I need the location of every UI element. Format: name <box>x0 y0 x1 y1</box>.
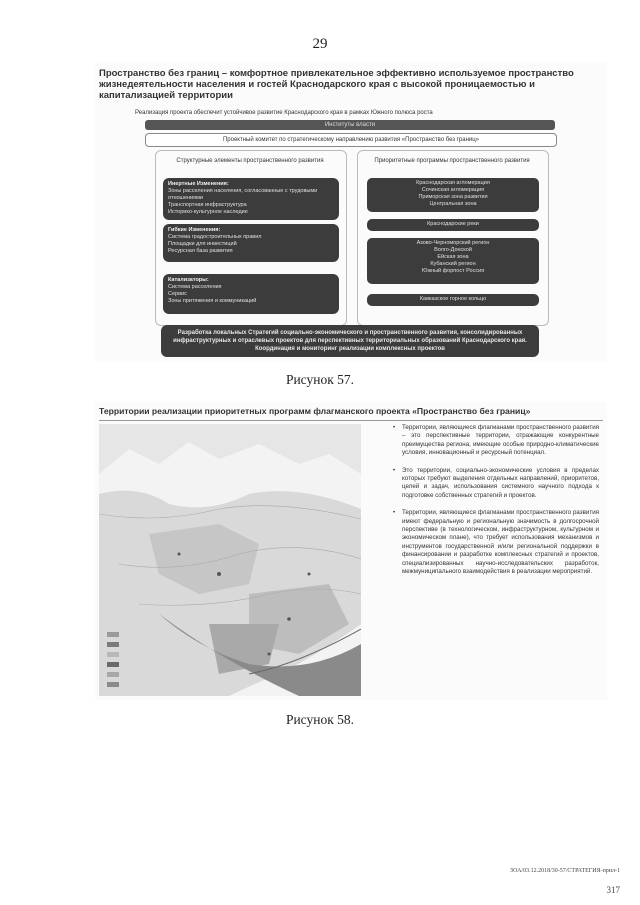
page-number: 29 <box>312 36 328 52</box>
catalysts-title: Катализаторы: <box>168 277 209 283</box>
institutions-bar: Институты власти <box>145 120 555 130</box>
right-column-heading: Приоритетные программы пространственного развития <box>374 158 530 164</box>
bullet-marker: • <box>393 424 396 431</box>
footer-page-number: 317 <box>606 885 620 895</box>
catalysts-box <box>163 274 339 314</box>
inert-changes-title: Инертные Изменения: <box>168 181 229 187</box>
bullet-text: Это территории, социально-экономические условия в пределах которых требуют выделения отдельных направлений, приоритетов, целей и задач, использования системного научного подхода к подготовке собственных стратегий и проектов. <box>402 466 599 499</box>
map-legend <box>107 632 167 692</box>
bullet-marker: • <box>393 466 396 474</box>
legend-swatch <box>107 642 119 647</box>
figure-58-caption: Рисунок 58. <box>285 712 355 727</box>
legend-swatch <box>107 682 119 687</box>
legend-item <box>107 682 167 687</box>
flexible-changes-item: Ресурсная база развития <box>168 248 233 254</box>
legend-swatch <box>107 632 119 637</box>
legend-item <box>107 662 167 667</box>
program-caucasus-ring: Кавказское горное кольцо <box>367 294 539 306</box>
left-column-heading: Структурные элементы пространственного развития <box>176 158 324 164</box>
flexible-changes-box <box>163 224 339 262</box>
figure-57-subtitle: Реализация проекта обеспечит устойчивое развитие Краснодарского края в рамках Южного полюса роста <box>135 110 433 116</box>
project-committee-box: Проектный комитет по стратегическому направлению развития «Пространство без границ» <box>145 133 557 147</box>
figure-57-caption: Рисунок 57. <box>285 372 355 387</box>
krasnodar-region-map <box>99 424 361 696</box>
legend-swatch <box>107 652 119 657</box>
legend-item <box>107 642 167 647</box>
flexible-changes-item: Система градостроительных правил <box>168 234 262 240</box>
bullet-text: Территории, являющиеся флагманами пространственного развития имеют федеральную и региональную значимость в долгосрочной перспективе (в технологическом, инфраструктурном, культурном и экономическом плане), что требует использования механизмов и инструментов государственной и/или региональной поддержки в финансировании и разработке комплексных стратегий и проектов, специализированных научно-исследовательских разработок, межмуниципального взаимодействия в реализации мероприятий. <box>402 509 599 576</box>
bullet-marker: • <box>393 509 396 517</box>
catalysts-item: Сервис <box>168 291 187 297</box>
legend-item <box>107 652 167 657</box>
figure-58-title: Территории реализации приоритетных программ флагманского проекта «Пространство без границ» <box>99 406 531 416</box>
legend-item <box>107 672 167 677</box>
catalysts-item: Зоны притяжения и коммуникаций <box>168 298 257 304</box>
bullet-text: Территории, являющиеся флагманами пространственного развития – это перспективные территории, отражающие конкурентные преимущества региона, имеющие особые природно-климатические условия, инновационный и ресурсный потенциал. <box>402 424 599 457</box>
figure-57-diagram <box>95 62 607 362</box>
flexible-changes-item: Площадки для инвестиций <box>168 241 237 247</box>
bullet-paragraph <box>393 509 599 576</box>
title-divider <box>99 420 603 421</box>
local-strategies-bar: Разработка локальных Стратегий социально-экономического и пространственного развития, консолидированных инфраструктурных и отраслевых проектов для перспективных территориальных образований Краснодарского края. Координация и мониторинг реализации комплексных проектов <box>161 325 539 357</box>
bullet-list <box>393 424 599 586</box>
program-azov-black-sea: Азово-Черноморский регион Волго-Донской Ейская зона Кубанский регион Южный форпост Россия <box>367 238 539 284</box>
program-krasnodar-rivers: Краснодарские реки <box>367 219 539 231</box>
flexible-changes-title: Гибкие Изменения: <box>168 227 221 233</box>
inert-changes-item: Зоны расселения населения, согласованные с трудовыми отношениями <box>168 188 318 201</box>
figure-58-map-panel <box>95 402 607 700</box>
document-code: ЗОА/03.12.2018/30-57/СТРАТЕГИЯ-прил-1 <box>510 868 620 874</box>
legend-swatch <box>107 672 119 677</box>
bullet-paragraph <box>393 424 599 458</box>
bullet-paragraph <box>393 467 599 501</box>
catalysts-item: Система расселения <box>168 284 222 290</box>
legend-swatch <box>107 662 119 667</box>
inert-changes-box <box>163 178 339 220</box>
inert-changes-item: Историко-культурное наследие <box>168 209 248 215</box>
legend-item <box>107 632 167 637</box>
figure-57-title: Пространство без границ – комфортное привлекательное эффективно используемое пространство жизнедеятельности населения и гостей Краснодарского края с высокой проницаемостью и капитализацией территории <box>99 68 574 101</box>
program-agglomerations: Краснодарская агломерация Сочинская агломерация Приморская зона развития Центральная зона <box>367 178 539 212</box>
inert-changes-item: Транспортная инфраструктура <box>168 202 247 208</box>
